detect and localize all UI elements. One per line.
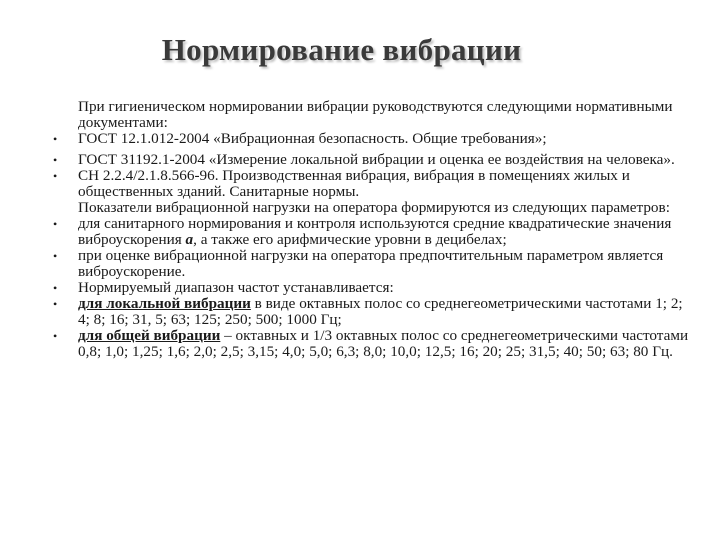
param-text: для санитарного нормирования и контроля используются средние квадратические значения виброускорения bbox=[78, 215, 672, 248]
bullet-icon: • bbox=[53, 153, 58, 167]
bullet-icon: • bbox=[53, 297, 58, 311]
slide-body bbox=[52, 99, 692, 360]
bullet-icon: • bbox=[53, 329, 58, 343]
list-item-gost-31192 bbox=[52, 152, 692, 168]
intro-paragraph bbox=[52, 99, 692, 131]
list-item-param-pref bbox=[52, 248, 692, 280]
list-item-sn bbox=[52, 168, 692, 200]
acceleration-variable: a bbox=[185, 231, 194, 248]
doc-text: СН 2.2.4/2.1.8.566-96. Производственная вибрация, вибрация в помещениях жилых и общественных зданий. Санитарные нормы. bbox=[78, 167, 630, 200]
general-vibration-text: – октавных и 1/3 октавных полос со среднегеометрическими частотами 0,8; 1,0; 1,25; 1,6; 2,0; 2,5; 3,15; 4,0; 5,0; 6,3; 8,0; 10,0; 12,5; 16; 20; 25; 31,5; 40; 50; 63; 80 Гц. bbox=[78, 327, 689, 360]
intro-text: При гигиеническом нормировании вибрации руководствуются следующими нормативными документами: bbox=[78, 98, 673, 131]
list-item-param-rms bbox=[52, 216, 692, 248]
local-vibration-text: в виде октавных полос со среднегеометрическими частотами 1; 2; 4; 8; 16; 31, 5; 63; 125; 250; 500; 1000 Гц; bbox=[78, 295, 683, 328]
doc-text: ГОСТ 31192.1-2004 «Измерение локальной вибрации и оценка ее воздействия на человека». bbox=[78, 151, 675, 168]
params-intro-text: Показатели вибрационной нагрузки на оператора формируются из следующих параметров: bbox=[78, 199, 670, 216]
local-vibration-label: для локальной вибрации bbox=[78, 295, 251, 312]
list-item-range bbox=[52, 280, 692, 296]
bullet-icon: • bbox=[53, 132, 58, 146]
list-item-general-vibration bbox=[52, 328, 692, 360]
slide-title: Нормирование вибрации bbox=[161, 32, 522, 67]
bullet-icon: • bbox=[53, 169, 58, 183]
param-text: при оценке вибрационной нагрузки на оператора предпочтительным параметром является виброускорение. bbox=[78, 247, 664, 280]
params-intro-paragraph bbox=[52, 200, 692, 216]
bullet-icon: • bbox=[53, 217, 58, 231]
list-item-gost-12 bbox=[52, 131, 692, 147]
bullet-icon: • bbox=[53, 249, 58, 263]
doc-text: ГОСТ 12.1.012-2004 «Вибрационная безопасность. Общие требования»; bbox=[78, 130, 547, 147]
param-text-end: , а также его арифмические уровни в децибелах; bbox=[193, 231, 507, 248]
list-item-local-vibration bbox=[52, 296, 692, 328]
bullet-icon: • bbox=[53, 281, 58, 295]
general-vibration-label: для общей вибрации bbox=[78, 327, 221, 344]
range-text: Нормируемый диапазон частот устанавливается: bbox=[78, 279, 394, 296]
